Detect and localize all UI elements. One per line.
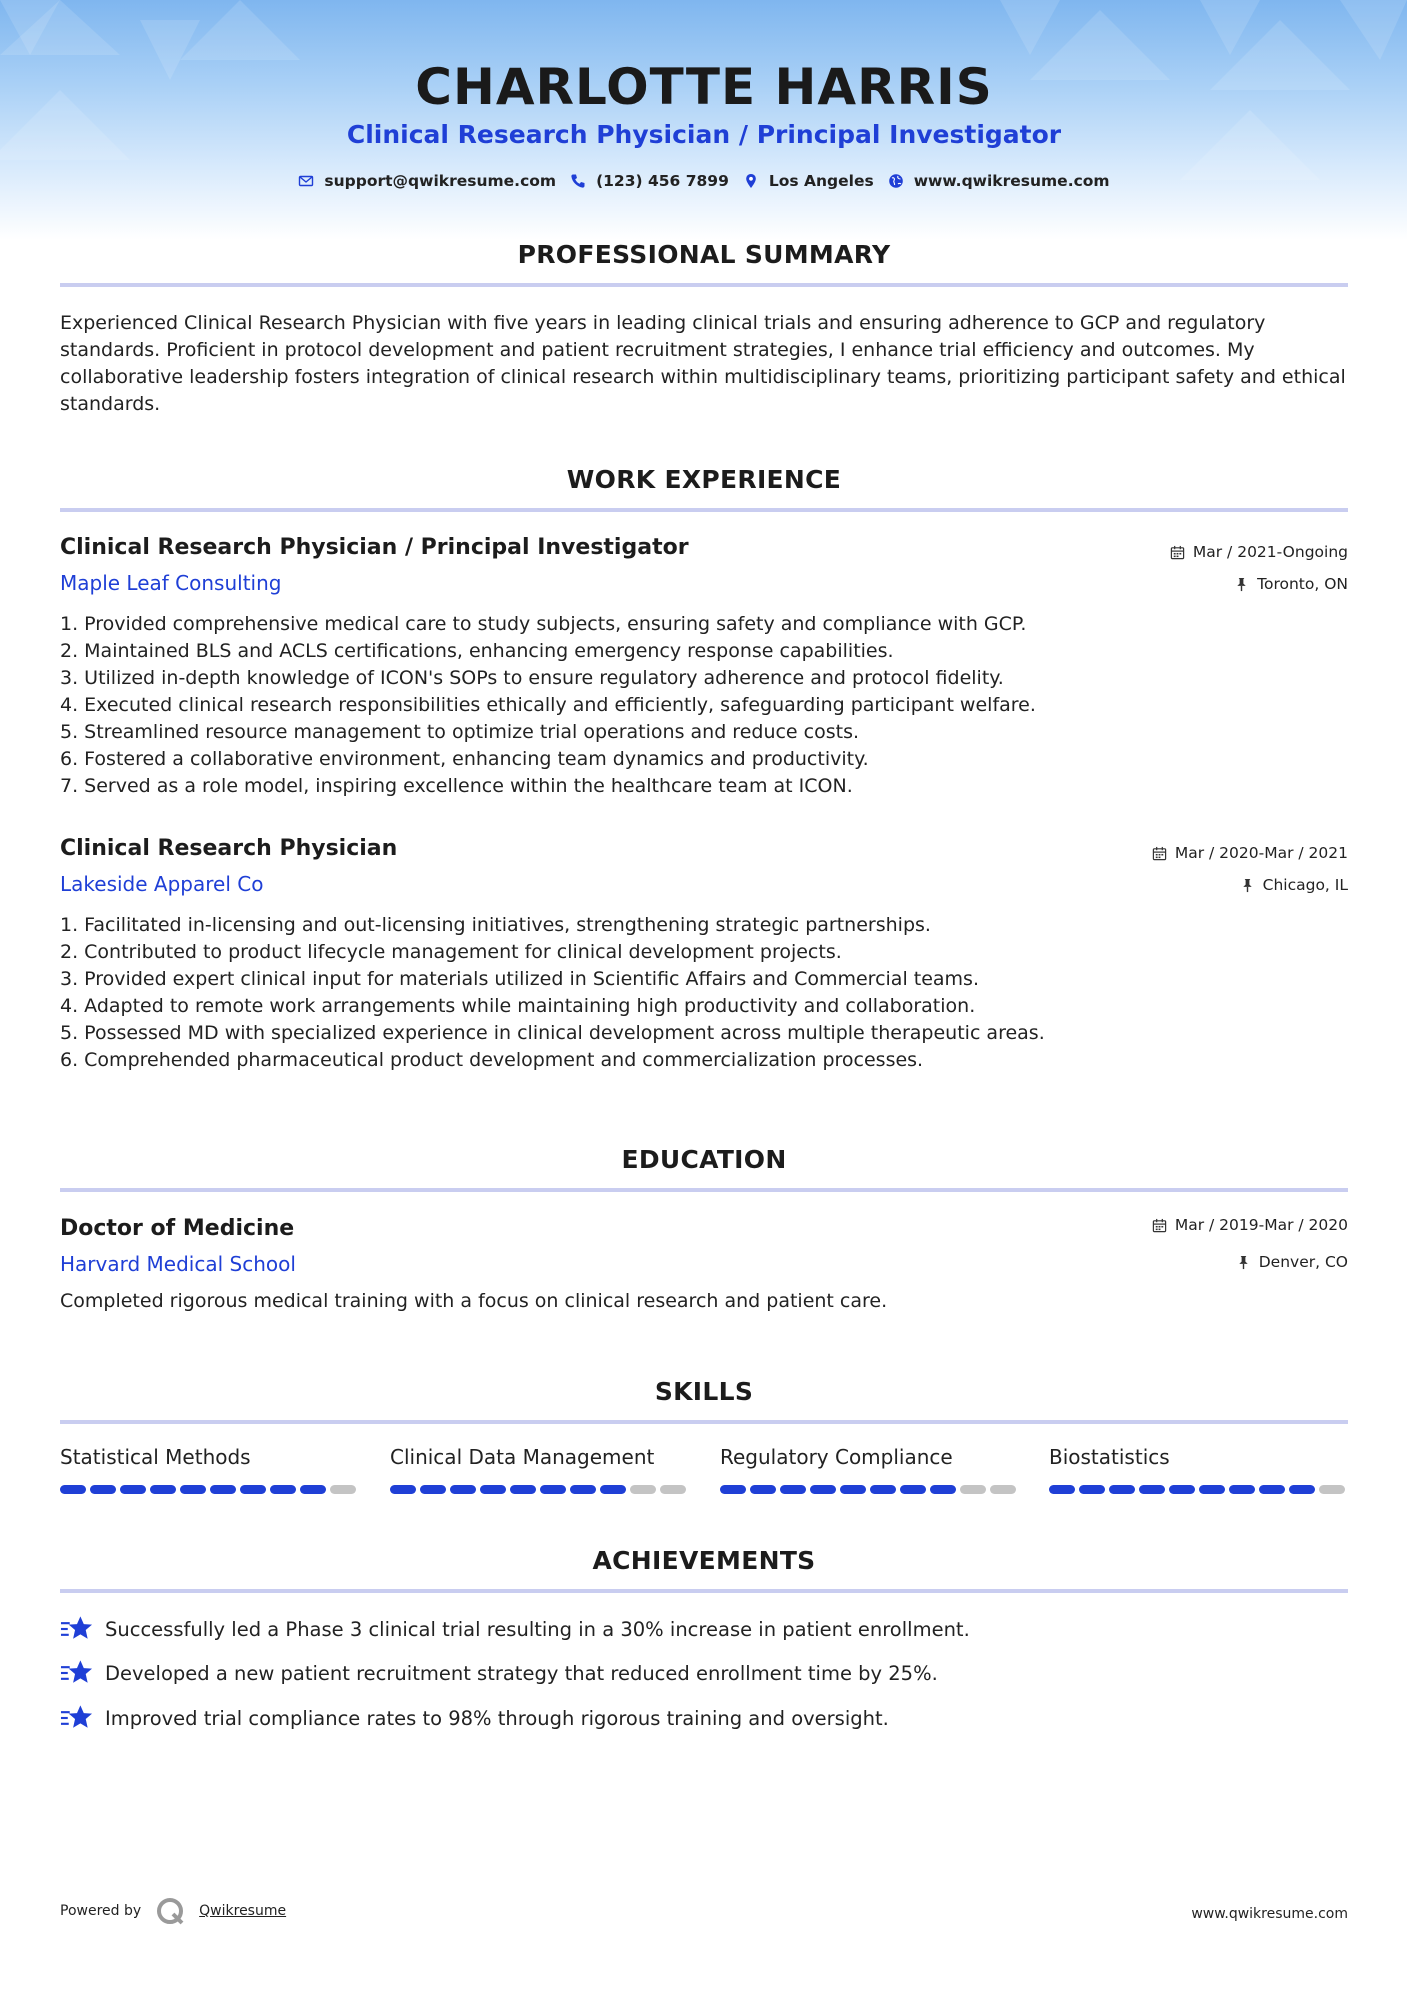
job-bullet: 2. Maintained BLS and ACLS certifications, enhancing emergency response capabilities. — [60, 640, 894, 662]
job-location — [1240, 876, 1348, 894]
skill-level-bar — [390, 1485, 690, 1494]
skill-level-segment — [630, 1485, 656, 1494]
summary-text: Experienced Clinical Research Physician with five years in leading clinical trials and ensuring adherence to GCP and regulatory standards. Proficient in protocol development and patient recruitment strategies, I enhance trial efficiency and outcomes. My collaborative leadership fosters integration of clinical research within multidisciplinary teams, prioritizing participant safety and ethical standards. — [60, 312, 1346, 415]
skill-level-segment — [810, 1485, 836, 1494]
skill-level-segment — [1319, 1485, 1345, 1494]
star-icon — [60, 1658, 93, 1688]
skill-name: Clinical Data Management — [390, 1445, 655, 1469]
skill-level-segment — [480, 1485, 506, 1494]
skill-level-segment — [510, 1485, 536, 1494]
skills-heading: SKILLS — [654, 1377, 754, 1406]
job-dates — [1152, 844, 1348, 862]
footer-powered-by — [60, 1896, 286, 1926]
experience-heading: WORK EXPERIENCE — [566, 465, 842, 494]
skill-level-segment — [660, 1485, 686, 1494]
job-bullet: 6. Fostered a collaborative environment, enhancing team dynamics and productivity. — [60, 748, 869, 770]
skill-level-segment — [750, 1485, 776, 1494]
skill-level-segment — [210, 1485, 236, 1494]
calendar-icon — [1152, 846, 1167, 861]
contact-location — [743, 172, 874, 190]
skill-level-segment — [150, 1485, 176, 1494]
job-company: Maple Leaf Consulting — [60, 571, 282, 595]
summary-divider — [60, 283, 1348, 287]
globe-icon — [888, 173, 904, 189]
skill-level-segment — [420, 1485, 446, 1494]
job-bullet: 2. Contributed to product lifecycle management for clinical development projects. — [60, 941, 842, 963]
job-bullet: 5. Streamlined resource management to optimize trial operations and reduce costs. — [60, 721, 860, 743]
skill-level-segment — [1049, 1485, 1075, 1494]
skill-level-segment — [1079, 1485, 1105, 1494]
education-divider — [60, 1188, 1348, 1192]
job-company: Lakeside Apparel Co — [60, 872, 264, 896]
star-icon — [60, 1703, 93, 1733]
job-bullet: 3. Provided expert clinical input for materials utilized in Scientific Affairs and Commercial teams. — [60, 968, 979, 990]
contact-phone-text: (123) 456 7899 — [596, 172, 729, 190]
education-location-text: Denver, CO — [1258, 1253, 1348, 1271]
skill-level-segment — [390, 1485, 416, 1494]
qwikresume-logo-icon — [155, 1896, 185, 1926]
job-dates-text: Mar / 2020-Mar / 2021 — [1174, 844, 1348, 862]
job-bullet: 4. Executed clinical research responsibilities ethically and efficiently, safeguarding participant welfare. — [60, 694, 1036, 716]
job-title: Clinical Research Physician — [60, 836, 398, 861]
job-bullet: 1. Provided comprehensive medical care to study subjects, ensuring safety and compliance with GCP. — [60, 613, 1027, 635]
contact-email-text: support@qwikresume.com — [324, 172, 557, 190]
skill-name: Biostatistics — [1049, 1445, 1170, 1469]
education-dates — [1152, 1216, 1348, 1234]
job-location-text: Toronto, ON — [1257, 575, 1348, 593]
skill-level-segment — [540, 1485, 566, 1494]
skill-level-segment — [780, 1485, 806, 1494]
skill-level-segment — [90, 1485, 116, 1494]
skill-level-segment — [1229, 1485, 1255, 1494]
education-school: Harvard Medical School — [60, 1252, 296, 1276]
job-dates — [1170, 543, 1348, 561]
achievement-text: Developed a new patient recruitment strategy that reduced enrollment time by 25%. — [105, 1661, 938, 1685]
summary-heading: PROFESSIONAL SUMMARY — [517, 240, 891, 269]
contact-phone[interactable] — [570, 172, 729, 190]
achievement-item — [60, 1703, 889, 1733]
skill-level-segment — [180, 1485, 206, 1494]
job-bullet: 3. Utilized in-depth knowledge of ICON's SOPs to ensure regulatory adherence and protocol fidelity. — [60, 667, 1004, 689]
skill-level-segment — [1109, 1485, 1135, 1494]
pushpin-icon — [1236, 1255, 1251, 1270]
skill-item — [390, 1445, 690, 1494]
skill-name: Statistical Methods — [60, 1445, 251, 1469]
calendar-icon — [1152, 1218, 1167, 1233]
skill-level-segment — [450, 1485, 476, 1494]
map-pin-icon — [743, 173, 759, 189]
education-heading: EDUCATION — [621, 1145, 787, 1174]
calendar-icon — [1170, 545, 1185, 560]
skill-level-bar — [720, 1485, 1020, 1494]
achievements-divider — [60, 1589, 1348, 1593]
powered-by-label: Powered by — [60, 1903, 142, 1919]
skill-level-segment — [1169, 1485, 1195, 1494]
skill-level-segment — [900, 1485, 926, 1494]
contact-bar — [60, 172, 1348, 190]
skill-level-segment — [570, 1485, 596, 1494]
skill-level-bar — [60, 1485, 360, 1494]
job-location-text: Chicago, IL — [1262, 876, 1348, 894]
skill-level-segment — [960, 1485, 986, 1494]
achievement-item — [60, 1614, 970, 1644]
skill-level-segment — [1289, 1485, 1315, 1494]
skill-level-segment — [720, 1485, 746, 1494]
education-degree: Doctor of Medicine — [60, 1216, 295, 1241]
job-dates-text: Mar / 2021-Ongoing — [1192, 543, 1348, 561]
education-location — [1236, 1253, 1348, 1271]
footer-website[interactable]: www.qwikresume.com — [1191, 1906, 1348, 1922]
skill-level-segment — [330, 1485, 356, 1494]
candidate-role: Clinical Research Physician / Principal Investigator — [346, 120, 1062, 149]
skill-name: Regulatory Compliance — [720, 1445, 953, 1469]
achievement-text: Successfully led a Phase 3 clinical trial resulting in a 30% increase in patient enrollment. — [105, 1617, 970, 1641]
contact-email[interactable] — [298, 172, 556, 190]
skill-level-segment — [270, 1485, 296, 1494]
job-bullets — [60, 611, 1036, 800]
pushpin-icon — [1234, 577, 1249, 592]
skill-level-segment — [870, 1485, 896, 1494]
pushpin-icon — [1240, 878, 1255, 893]
job-bullet: 1. Facilitated in-licensing and out-licensing initiatives, strengthening strategic partnerships. — [60, 914, 931, 936]
job-bullets — [60, 912, 1045, 1074]
job-bullet: 5. Possessed MD with specialized experience in clinical development across multiple therapeutic areas. — [60, 1022, 1045, 1044]
skill-item — [720, 1445, 1020, 1494]
education-description: Completed rigorous medical training with a focus on clinical research and patient care. — [60, 1290, 888, 1312]
job-title: Clinical Research Physician / Principal Investigator — [60, 535, 689, 560]
skill-level-segment — [300, 1485, 326, 1494]
skill-level-segment — [60, 1485, 86, 1494]
skill-item — [1049, 1445, 1349, 1494]
phone-icon — [570, 173, 586, 189]
skill-level-segment — [930, 1485, 956, 1494]
achievement-text: Improved trial compliance rates to 98% through rigorous training and oversight. — [105, 1706, 889, 1730]
contact-location-text: Los Angeles — [768, 172, 874, 190]
achievement-item — [60, 1658, 938, 1688]
skill-level-segment — [600, 1485, 626, 1494]
contact-website-text: www.qwikresume.com — [913, 172, 1110, 190]
skill-item — [60, 1445, 360, 1494]
job-location — [1234, 575, 1348, 593]
skill-level-segment — [120, 1485, 146, 1494]
skill-level-segment — [1139, 1485, 1165, 1494]
job-bullet: 6. Comprehended pharmaceutical product development and commercialization processes. — [60, 1049, 924, 1071]
skills-divider — [60, 1420, 1348, 1424]
experience-divider — [60, 508, 1348, 512]
star-icon — [60, 1614, 93, 1644]
contact-website[interactable] — [888, 172, 1110, 190]
skill-level-bar — [1049, 1485, 1349, 1494]
skill-level-segment — [990, 1485, 1016, 1494]
education-dates-text: Mar / 2019-Mar / 2020 — [1174, 1216, 1348, 1234]
envelope-icon — [298, 173, 314, 189]
skill-level-segment — [1199, 1485, 1225, 1494]
skill-level-segment — [1259, 1485, 1285, 1494]
brand-link[interactable]: Qwikresume — [199, 1903, 287, 1919]
job-bullet: 7. Served as a role model, inspiring excellence within the healthcare team at ICON. — [60, 775, 853, 797]
achievements-heading: ACHIEVEMENTS — [592, 1546, 816, 1575]
candidate-name: CHARLOTTE HARRIS — [415, 58, 993, 116]
skill-level-segment — [240, 1485, 266, 1494]
job-bullet: 4. Adapted to remote work arrangements while maintaining high productivity and collaboration. — [60, 995, 976, 1017]
skill-level-segment — [840, 1485, 866, 1494]
